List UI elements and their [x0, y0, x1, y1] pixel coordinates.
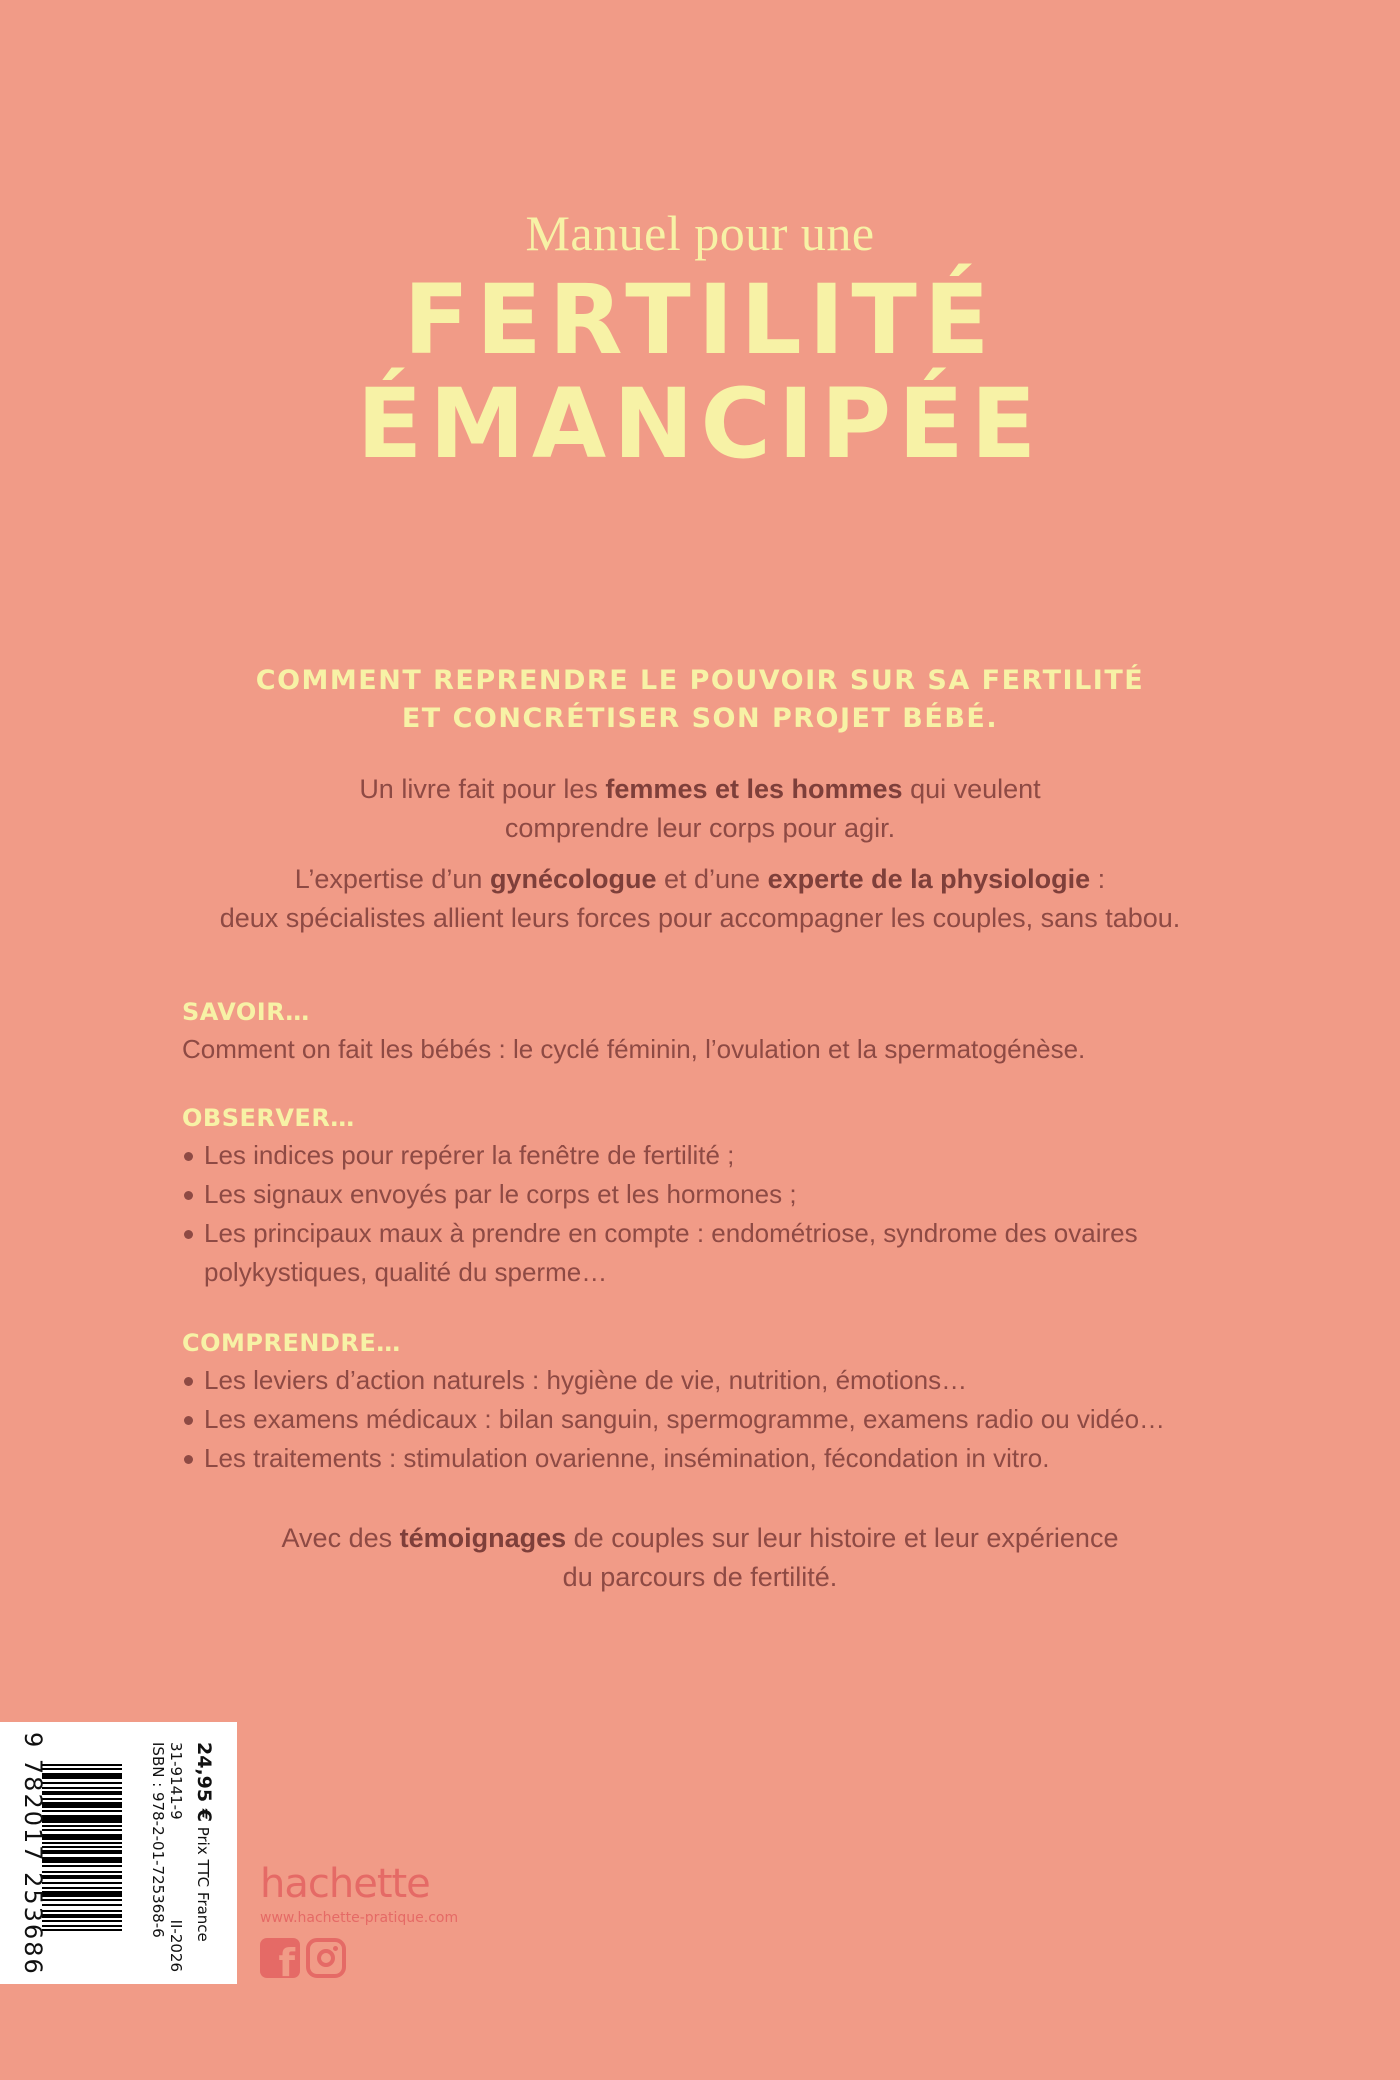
intro2-bold-2: experte de la physiologie [767, 864, 1091, 894]
edition-code: II-2026 [167, 1919, 185, 1972]
book-title-block [0, 198, 1400, 480]
list-item: Les principaux maux à prendre en compte : endométriose, syndrome des ovaires polykystiques, qualité du sperme… [182, 1214, 1242, 1292]
intro1-text-end: qui veulent [902, 774, 1041, 804]
tagline-line-1: COMMENT REPRENDRE LE POUVOIR SUR SA FERTILITÉ [255, 665, 1145, 696]
intro1-line-2: comprendre leur corps pour agir. [504, 813, 896, 843]
ean-number: 9 782017 253686 [19, 1732, 47, 1976]
tagline-line-2: ET CONCRÉTISER SON PROJET BÉBÉ. [401, 703, 999, 734]
intro-paragraph-2 [0, 860, 1400, 938]
isbn: ISBN : 978-2-01-725368-6 [149, 1742, 167, 1938]
intro2-text: L’expertise d’un [294, 864, 490, 894]
section-heading: SAVOIR… [182, 998, 310, 1026]
price: 24,95 € [193, 1742, 215, 1822]
intro2-text-end: : [1090, 864, 1106, 894]
list-item: Les indices pour repérer la fenêtre de fertilité ; [182, 1136, 1242, 1175]
intro1-bold: femmes et les hommes [605, 774, 903, 804]
section-text: Comment on fait les bébés : le cyclé féminin, l’ovulation et la spermatogénèse. [182, 1034, 1086, 1064]
publisher-url[interactable]: www.hachette-pratique.com [260, 1910, 459, 1926]
intro2-line-2: deux spécialistes allient leurs forces pour accompagner les couples, sans tabou. [219, 903, 1181, 933]
section-observer [182, 1100, 1242, 1292]
barcode-panel [0, 1722, 237, 1984]
section-heading: COMPRENDRE… [182, 1329, 401, 1357]
price-label: Prix TTC France [194, 1826, 212, 1942]
code-line [167, 1742, 185, 1972]
publisher-block [260, 1862, 458, 1978]
title-subtitle: Manuel pour une [525, 205, 875, 261]
list-item: Les traitements : stimulation ovarienne, insémination, fécondation in vitro. [182, 1439, 1242, 1478]
intro-paragraph-1 [0, 770, 1400, 848]
section-comprendre [182, 1325, 1242, 1478]
list-item: Les leviers d’action naturels : hygiène de vie, nutrition, émotions… [182, 1361, 1242, 1400]
outro-paragraph [0, 1519, 1400, 1597]
intro2-bold-1: gynécologue [489, 864, 657, 894]
price-line [193, 1742, 215, 1942]
barcode-rotated-content [0, 1722, 237, 1984]
intro1-text: Un livre fait pour les [359, 774, 606, 804]
outro-text: Avec des [281, 1523, 400, 1553]
facebook-icon[interactable]: f [260, 1938, 300, 1978]
list-item: Les signaux envoyés par le corps et les hormones ; [182, 1175, 1242, 1214]
section-heading: OBSERVER… [182, 1104, 355, 1132]
product-code: 31-9141-9 [167, 1742, 185, 1820]
outro-line-2: du parcours de fertilité. [562, 1562, 838, 1592]
title-line-2: ÉMANCIPÉE [356, 368, 1044, 480]
outro-text-end: de couples sur leur histoire et leur expérience [566, 1523, 1119, 1553]
section-savoir [182, 994, 1242, 1069]
publisher-logo: hachette [260, 1861, 430, 1907]
intro2-text-mid: et d’une [656, 864, 768, 894]
list-item: Les examens médicaux : bilan sanguin, spermogramme, examens radio ou vidéo… [182, 1400, 1242, 1439]
outro-bold: témoignages [399, 1523, 567, 1553]
instagram-icon[interactable] [306, 1938, 346, 1978]
title-line-1: FERTILITÉ [403, 264, 997, 376]
barcode-bars-icon [42, 1764, 122, 1974]
social-icons [260, 1938, 458, 1978]
tagline [0, 662, 1400, 738]
